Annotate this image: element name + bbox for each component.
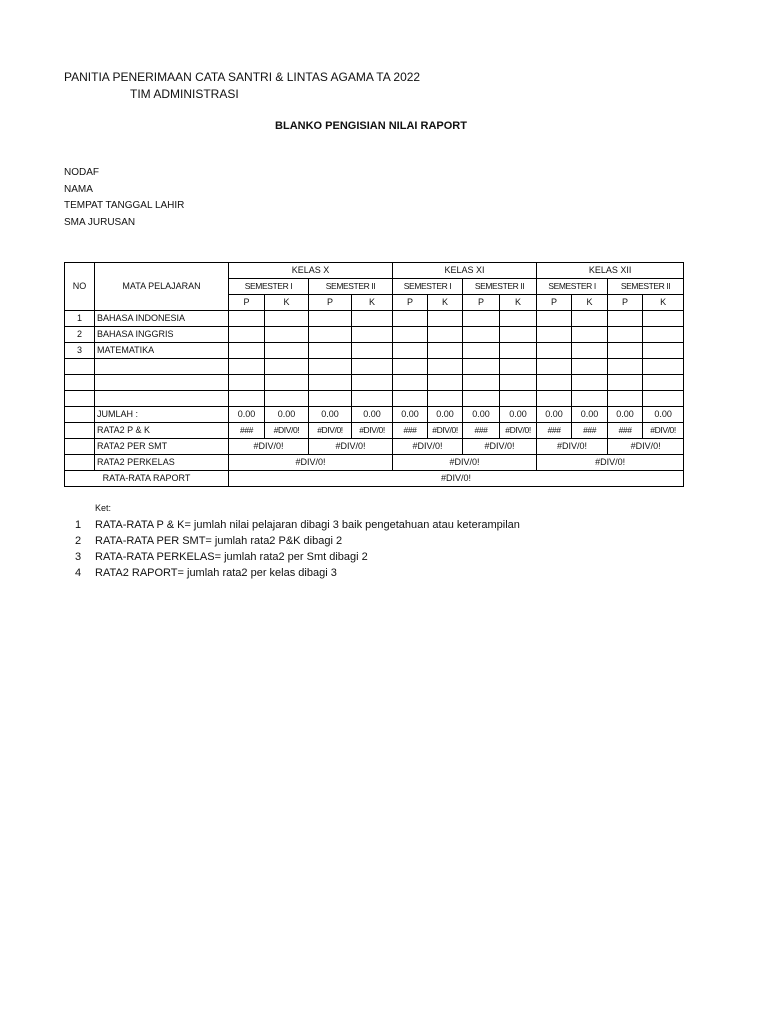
grade-cell[interactable] xyxy=(572,359,608,375)
summary-row xyxy=(65,439,684,455)
rata-smt-value: #DIV/0! xyxy=(393,439,463,455)
jumlah-value: 0.00 xyxy=(352,407,393,423)
grade-cell[interactable] xyxy=(265,343,309,359)
header-kelas-x: KELAS X xyxy=(229,263,393,279)
grade-cell[interactable] xyxy=(643,327,684,343)
grade-cell[interactable] xyxy=(643,311,684,327)
header-no: NO xyxy=(65,263,95,311)
subject-name xyxy=(95,375,229,391)
grade-cell[interactable] xyxy=(352,327,393,343)
note-number: 1 xyxy=(75,519,82,531)
rata-smt-value: #DIV/0! xyxy=(229,439,309,455)
rata-pk-value: #DIV/0! xyxy=(265,423,309,439)
grade-table xyxy=(64,262,684,487)
rata-smt-value: #DIV/0! xyxy=(537,439,608,455)
field-ttl: TEMPAT TANGGAL LAHIR xyxy=(64,200,185,211)
grade-cell[interactable] xyxy=(229,327,265,343)
grade-cell[interactable] xyxy=(500,327,537,343)
subject-name: BAHASA INGGRIS xyxy=(95,327,229,343)
grade-cell[interactable] xyxy=(229,359,265,375)
grade-cell[interactable] xyxy=(500,375,537,391)
grade-cell[interactable] xyxy=(229,391,265,407)
grade-cell[interactable] xyxy=(393,391,428,407)
jumlah-value: 0.00 xyxy=(393,407,428,423)
grade-cell[interactable] xyxy=(229,311,265,327)
grade-cell[interactable] xyxy=(608,343,643,359)
grade-cell[interactable] xyxy=(500,391,537,407)
rata-raport-value: #DIV/0! xyxy=(229,471,684,487)
grade-cell[interactable] xyxy=(393,311,428,327)
jumlah-value: 0.00 xyxy=(500,407,537,423)
header-k: K xyxy=(500,295,537,311)
grade-cell[interactable] xyxy=(265,375,309,391)
grade-cell[interactable] xyxy=(265,359,309,375)
grade-cell[interactable] xyxy=(572,327,608,343)
row-number xyxy=(65,423,95,439)
grade-cell[interactable] xyxy=(428,311,463,327)
summary-row xyxy=(65,407,684,423)
grade-cell[interactable] xyxy=(537,311,572,327)
grade-cell[interactable] xyxy=(428,391,463,407)
header-k: K xyxy=(428,295,463,311)
grade-cell[interactable] xyxy=(500,311,537,327)
note-text: RATA-RATA P & K= jumlah nilai pelajaran dibagi 3 baik pengetahuan atau keterampilan xyxy=(95,519,520,531)
header-semester: SEMESTER II xyxy=(309,279,393,295)
row-number: 3 xyxy=(65,343,95,359)
grade-cell[interactable] xyxy=(393,359,428,375)
header-k: K xyxy=(265,295,309,311)
grade-cell[interactable] xyxy=(309,311,352,327)
grade-cell[interactable] xyxy=(500,343,537,359)
rata-pk-value: #DIV/0! xyxy=(428,423,463,439)
grade-cell[interactable] xyxy=(352,359,393,375)
notes-label: Ket: xyxy=(95,503,112,513)
header-k: K xyxy=(643,295,684,311)
header-semester: SEMESTER II xyxy=(608,279,684,295)
note-number: 3 xyxy=(75,551,82,563)
grade-cell[interactable] xyxy=(309,391,352,407)
grade-cell[interactable] xyxy=(352,343,393,359)
header-p: P xyxy=(608,295,643,311)
header-p: P xyxy=(537,295,572,311)
grade-cell[interactable] xyxy=(608,375,643,391)
jumlah-value: 0.00 xyxy=(428,407,463,423)
jumlah-value: 0.00 xyxy=(265,407,309,423)
grade-cell[interactable] xyxy=(572,375,608,391)
grade-cell[interactable] xyxy=(352,375,393,391)
grade-cell[interactable] xyxy=(463,343,500,359)
grade-cell[interactable] xyxy=(608,311,643,327)
header-p: P xyxy=(229,295,265,311)
grade-cell[interactable] xyxy=(428,359,463,375)
grade-cell[interactable] xyxy=(352,311,393,327)
grade-cell[interactable] xyxy=(393,375,428,391)
grade-cell[interactable] xyxy=(572,391,608,407)
rata-pk-value: #DIV/0! xyxy=(500,423,537,439)
grade-cell[interactable] xyxy=(309,343,352,359)
header-semester: SEMESTER I xyxy=(393,279,463,295)
grade-cell[interactable] xyxy=(393,327,428,343)
row-number xyxy=(65,455,95,471)
row-number: 2 xyxy=(65,327,95,343)
table-row xyxy=(65,327,684,343)
grade-cell[interactable] xyxy=(352,391,393,407)
header-semester: SEMESTER I xyxy=(537,279,608,295)
grade-cell[interactable] xyxy=(463,375,500,391)
field-nama: NAMA xyxy=(64,184,93,195)
grade-cell[interactable] xyxy=(265,311,309,327)
grade-cell[interactable] xyxy=(229,375,265,391)
grade-cell[interactable] xyxy=(463,311,500,327)
grade-cell[interactable] xyxy=(537,375,572,391)
jumlah-value: 0.00 xyxy=(537,407,572,423)
jumlah-value: 0.00 xyxy=(643,407,684,423)
summary-row xyxy=(65,471,684,487)
grade-cell[interactable] xyxy=(608,327,643,343)
summary-row xyxy=(65,455,684,471)
row-number xyxy=(65,375,95,391)
rata-pk-value: ### xyxy=(608,423,643,439)
rata-kelas-label: RATA2 PERKELAS xyxy=(95,455,229,471)
grade-cell[interactable] xyxy=(309,359,352,375)
grade-cell[interactable] xyxy=(265,327,309,343)
table-row xyxy=(65,359,684,375)
rata-kelas-value: #DIV/0! xyxy=(537,455,684,471)
header-p: P xyxy=(463,295,500,311)
rata-kelas-value: #DIV/0! xyxy=(229,455,393,471)
table-row xyxy=(65,343,684,359)
grade-cell[interactable] xyxy=(643,375,684,391)
header-p: P xyxy=(309,295,352,311)
table-row xyxy=(65,311,684,327)
grade-cell[interactable] xyxy=(537,391,572,407)
team-title: TIM ADMINISTRASI xyxy=(130,87,239,101)
rata-smt-value: #DIV/0! xyxy=(309,439,393,455)
rata-smt-value: #DIV/0! xyxy=(463,439,537,455)
grade-cell[interactable] xyxy=(463,327,500,343)
grade-cell[interactable] xyxy=(537,327,572,343)
grade-cell[interactable] xyxy=(643,391,684,407)
row-number: 1 xyxy=(65,311,95,327)
field-jurusan: SMA JURUSAN xyxy=(64,217,136,228)
grade-cell[interactable] xyxy=(463,391,500,407)
field-nodaf: NODAF xyxy=(64,167,99,178)
grade-cell[interactable] xyxy=(608,391,643,407)
grade-cell[interactable] xyxy=(428,343,463,359)
note-text: RATA-RATA PERKELAS= jumlah rata2 per Smt dibagi 2 xyxy=(95,551,368,563)
grade-cell[interactable] xyxy=(537,343,572,359)
row-number xyxy=(65,439,95,455)
subject-name: BAHASA INDONESIA xyxy=(95,311,229,327)
rata-pk-value: ### xyxy=(463,423,500,439)
row-number xyxy=(65,359,95,375)
rata-pk-value: #DIV/0! xyxy=(309,423,352,439)
note-number: 2 xyxy=(75,535,82,547)
note-text: RATA-RATA PER SMT= jumlah rata2 P&K dibagi 2 xyxy=(95,535,343,547)
rata-pk-value: ### xyxy=(393,423,428,439)
committee-title: PANITIA PENERIMAAN CATA SANTRI & LINTAS AGAMA TA 2022 xyxy=(64,70,421,84)
jumlah-value: 0.00 xyxy=(463,407,500,423)
grade-cell[interactable] xyxy=(500,359,537,375)
rata-pk-value: ### xyxy=(229,423,265,439)
subject-name xyxy=(95,359,229,375)
note-number: 4 xyxy=(75,567,82,579)
grade-cell[interactable] xyxy=(309,327,352,343)
grade-cell[interactable] xyxy=(428,375,463,391)
jumlah-value: 0.00 xyxy=(608,407,643,423)
header-p: P xyxy=(393,295,428,311)
header-semester: SEMESTER II xyxy=(463,279,537,295)
summary-row xyxy=(65,423,684,439)
grade-cell[interactable] xyxy=(393,343,428,359)
grade-cell[interactable] xyxy=(428,327,463,343)
rata-pk-value: ### xyxy=(572,423,608,439)
table-row xyxy=(65,391,684,407)
header-k: K xyxy=(572,295,608,311)
rata-pk-label: RATA2 P & K xyxy=(95,423,229,439)
rata-kelas-value: #DIV/0! xyxy=(393,455,537,471)
grade-cell[interactable] xyxy=(229,343,265,359)
jumlah-value: 0.00 xyxy=(572,407,608,423)
form-title: BLANKO PENGISIAN NILAI RAPORT xyxy=(275,120,467,132)
rata-raport-label: RATA-RATA RAPORT xyxy=(65,471,229,487)
grade-cell[interactable] xyxy=(608,359,643,375)
jumlah-label: JUMLAH : xyxy=(95,407,229,423)
rata-pk-value: #DIV/0! xyxy=(643,423,684,439)
grade-cell[interactable] xyxy=(572,343,608,359)
jumlah-value: 0.00 xyxy=(309,407,352,423)
header-kelas-xii: KELAS XII xyxy=(537,263,684,279)
header-k: K xyxy=(352,295,393,311)
grade-cell[interactable] xyxy=(463,359,500,375)
note-text: RATA2 RAPORT= jumlah rata2 per kelas dibagi 3 xyxy=(95,567,337,579)
grade-cell[interactable] xyxy=(537,359,572,375)
rata-pk-value: ### xyxy=(537,423,572,439)
grade-cell[interactable] xyxy=(643,359,684,375)
header-subject: MATA PELAJARAN xyxy=(95,263,229,311)
rata-smt-value: #DIV/0! xyxy=(608,439,684,455)
rata-pk-value: #DIV/0! xyxy=(352,423,393,439)
grade-cell[interactable] xyxy=(572,311,608,327)
grade-cell[interactable] xyxy=(265,391,309,407)
header-semester: SEMESTER I xyxy=(229,279,309,295)
header-kelas-xi: KELAS XI xyxy=(393,263,537,279)
subject-name: MATEMATIKA xyxy=(95,343,229,359)
row-number xyxy=(65,391,95,407)
jumlah-value: 0.00 xyxy=(229,407,265,423)
grade-cell[interactable] xyxy=(643,343,684,359)
subject-name xyxy=(95,391,229,407)
row-number xyxy=(65,407,95,423)
grade-cell[interactable] xyxy=(309,375,352,391)
rata-smt-label: RATA2 PER SMT xyxy=(95,439,229,455)
table-row xyxy=(65,375,684,391)
